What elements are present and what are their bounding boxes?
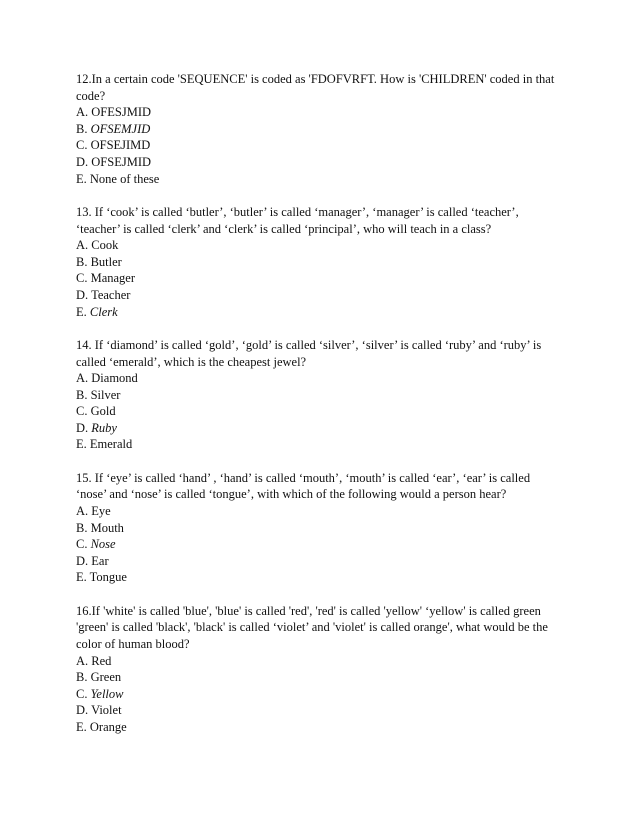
option-letter: C. [76,686,88,701]
option-e [76,436,566,453]
option-letter: E. [76,171,87,186]
option-text: Eye [91,504,111,519]
option-text: Teacher [91,287,131,302]
option-text: Clerk [89,304,118,319]
question-stem-line: ‘teacher’ is called ‘clerk’ and ‘clerk’ is called ‘principal’, who will teach in a class? [76,221,492,236]
question-stem-line: 13. If ‘cook’ is called ‘butler’, ‘butler’ is called ‘manager’, ‘manager’ is called ‘teacher’, [76,204,519,219]
option-text: None of these [89,171,160,186]
option-letter: E. [76,719,87,734]
option-letter: A. [76,238,89,253]
question-stem-line: 16.If 'white' is called 'blue', 'blue' is called 'red', 'red' is called 'yellow' ‘yellow' is called green [76,603,541,618]
option-e [76,719,566,736]
option-c [76,536,566,553]
option-letter: A. [76,371,89,386]
option-letter: A. [76,504,89,519]
option-letter: D. [76,703,89,718]
question-stem-line: ‘nose’ and ‘nose’ is called ‘tongue’, with which of the following would a person hear? [76,487,507,502]
option-text: Tongue [89,570,127,585]
option-letter: B. [76,254,88,269]
option-d [76,287,566,304]
option-letter: B. [76,670,88,685]
option-b [76,387,566,404]
option-b [76,669,566,686]
option-letter: A. [76,653,89,668]
question-13 [76,204,566,320]
question-16 [76,603,566,736]
option-text: Violet [91,703,122,718]
option-text: Red [91,653,112,668]
option-a [76,503,566,520]
option-a [76,370,566,387]
question-stem-line: 14. If ‘diamond’ is called ‘gold’, ‘gold’ is called ‘silver’, ‘silver’ is called ‘ruby’ and ‘ruby’ is [76,337,542,352]
option-b [76,254,566,271]
option-letter: C. [76,537,88,552]
option-letter: C. [76,138,88,153]
option-letter: D. [76,553,89,568]
option-text: Butler [90,254,122,269]
option-letter: E. [76,570,87,585]
option-text: Emerald [89,437,133,452]
option-letter: B. [76,520,88,535]
option-text: Silver [90,387,121,402]
option-text: Diamond [91,371,138,386]
option-d [76,420,566,437]
option-text: Green [90,670,122,685]
option-e [76,304,566,321]
option-letter: C. [76,404,88,419]
option-d [76,702,566,719]
question-15 [76,470,566,586]
question-14 [76,337,566,453]
question-stem-line: 15. If ‘eye’ is called ‘hand’ , ‘hand’ is called ‘mouth’, ‘mouth’ is called ‘ear’, ‘ear’ is called [76,470,531,485]
option-e [76,171,566,188]
option-letter: B. [76,387,88,402]
option-text: OFSEMJID [90,121,151,136]
option-a [76,237,566,254]
option-letter: D. [76,154,89,169]
option-c [76,686,566,703]
option-text: Ear [91,553,109,568]
question-stem-line: 12.In a certain code 'SEQUENCE' is coded as 'FDOFVRFT. How is 'CHILDREN' coded in that [76,72,555,86]
option-c [76,137,566,154]
option-text: Yellow [90,686,124,701]
question-list [76,71,566,752]
option-b [76,520,566,537]
option-c [76,270,566,287]
option-b [76,121,566,138]
option-a [76,653,566,670]
option-text: OFSEJIMD [90,138,151,153]
option-text: Gold [90,404,116,419]
option-d [76,154,566,171]
option-letter: D. [76,420,89,435]
question-stem-line: code? [76,88,106,103]
option-letter: C. [76,271,88,286]
option-letter: D. [76,287,89,302]
option-text: OFSEJMID [91,154,152,169]
option-text: Orange [89,719,127,734]
option-letter: E. [76,304,87,319]
option-text: Ruby [91,420,117,435]
option-text: Mouth [90,520,124,535]
question-stem-line: 'green' is called 'black', 'black' is called ‘violet’ and 'violet' is called orange', what would be the [76,620,548,635]
option-text: Cook [91,238,119,253]
question-12 [76,71,566,187]
question-stem-line: color of human blood? [76,637,190,651]
option-d [76,553,566,570]
option-text: Manager [90,271,136,286]
option-text: OFESJMID [91,105,152,120]
option-e [76,569,566,586]
option-text: Nose [90,537,116,552]
option-c [76,403,566,420]
option-letter: B. [76,121,88,136]
option-letter: E. [76,437,87,452]
question-stem-line: called ‘emerald’, which is the cheapest jewel? [76,354,307,369]
option-a [76,104,566,121]
option-letter: A. [76,105,89,120]
